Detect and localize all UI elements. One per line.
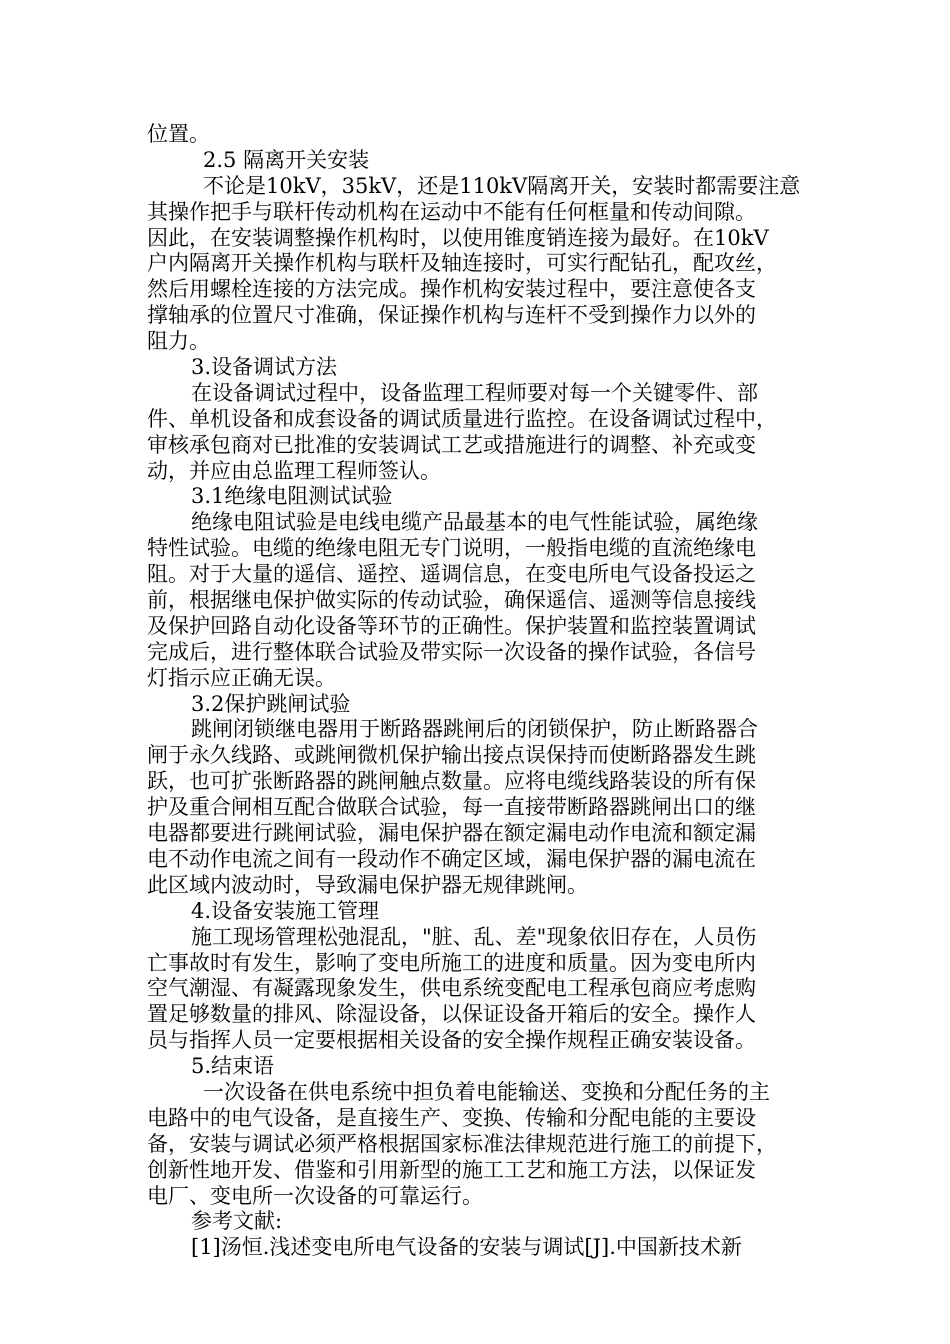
text-line: 3.1绝缘电阻测试试验 xyxy=(191,484,393,509)
text-line: 完成后，进行整体联合试验及带实际一次设备的操作试验，各信号 xyxy=(147,639,756,664)
text-line: 参考文献: xyxy=(191,1209,283,1234)
text-line: [1]汤恒.浅述变电所电气设备的安装与调试[J].中国新技术新 xyxy=(191,1235,742,1260)
text-line: 跃，也可扩张断路器的跳闸触点数量。应将电缆线路装设的所有保 xyxy=(147,769,756,794)
text-line: 其操作把手与联杆传动机构在运动中不能有任何框量和传动间隙。 xyxy=(147,199,756,224)
text-line: 闸于永久线路、或跳闸微机保护输出接点误保持而使断路器发生跳 xyxy=(147,743,756,768)
document-body xyxy=(147,122,803,1261)
text-line: 灯指示应正确无误。 xyxy=(147,665,336,690)
text-line: 创新性地开发、借鉴和引用新型的施工工艺和施工方法，以保证发 xyxy=(147,1157,756,1182)
text-line: 一次设备在供电系统中担负着电能输送、变换和分配任务的主 xyxy=(203,1079,770,1104)
text-line: 空气潮湿、有凝露现象发生，供电系统变配电工程承包商应考虑购 xyxy=(147,976,756,1001)
text-line: 及保护回路自动化设备等环节的正确性。保护装置和监控装置调试 xyxy=(147,613,756,638)
text-line: 跳闸闭锁继电器用于断路器跳闸后的闭锁保护，防止断路器合 xyxy=(191,717,758,742)
text-line: 前，根据继电保护做实际的传动试验，确保遥信、遥测等信息接线 xyxy=(147,588,756,613)
text-line: 阻力。 xyxy=(147,329,210,354)
text-line: 特性试验。电缆的绝缘电阻无专门说明，一般指电缆的直流绝缘电 xyxy=(147,536,756,561)
text-line: 户内隔离开关操作机构与联杆及轴连接时，可实行配钻孔，配攻丝， xyxy=(147,251,777,276)
text-line: 施工现场管理松弛混乱，"脏、乱、差"现象依旧存在，人员伤 xyxy=(191,924,757,949)
text-line: 阻。对于大量的遥信、遥控、遥调信息，在变电所电气设备投运之 xyxy=(147,562,756,587)
text-line: 2.5 隔离开关安装 xyxy=(203,147,370,172)
text-line: 件、单机设备和成套设备的调试质量进行监控。在设备调试过程中， xyxy=(147,406,777,431)
text-line: 护及重合闸相互配合做联合试验，每一直接带断路器跳闸出口的继 xyxy=(147,795,756,820)
text-line: 在设备调试过程中，设备监理工程师要对每一个关键零件、部 xyxy=(191,380,758,405)
text-line: 亡事故时有发生，影响了变电所施工的进度和质量。因为变电所内 xyxy=(147,950,756,975)
text-line: 3.2保护跳闸试验 xyxy=(191,691,351,716)
text-line: 4.设备安装施工管理 xyxy=(191,898,380,923)
text-line: 电路中的电气设备，是直接生产、变换、传输和分配电能的主要设 xyxy=(147,1105,756,1130)
text-line: 位置。 xyxy=(147,122,210,146)
text-line: 电不动作电流之间有一段动作不确定区域，漏电保护器的漏电流在 xyxy=(147,846,756,871)
text-line: 审核承包商对已批准的安装调试工艺或措施进行的调整、补充或变 xyxy=(147,432,756,457)
text-line: 此区域内波动时，导致漏电保护器无规律跳闸。 xyxy=(147,872,588,897)
text-line: 电厂、变电所一次设备的可靠运行。 xyxy=(147,1183,483,1208)
text-line: 3.设备调试方法 xyxy=(191,355,338,380)
text-line: 因此，在安装调整操作机构时，以使用锥度销连接为最好。在10kV xyxy=(147,225,769,250)
text-line: 5.结束语 xyxy=(191,1054,275,1079)
text-line: 然后用螺栓连接的方法完成。操作机构安装过程中，要注意使各支 xyxy=(147,277,756,302)
text-line: 员与指挥人员一定要根据相关设备的安全操作规程正确安装设备。 xyxy=(147,1028,756,1053)
text-line: 电器都要进行跳闸试验，漏电保护器在额定漏电动作电流和额定漏 xyxy=(147,821,756,846)
text-line: 置足够数量的排风、除湿设备，以保证设备开箱后的安全。操作人 xyxy=(147,1002,756,1027)
text-line: 不论是10kV，35kV，还是110kV隔离开关，安装时都需要注意 xyxy=(203,173,801,198)
text-line: 备，安装与调试必须严格根据国家标准法律规范进行施工的前提下， xyxy=(147,1131,777,1156)
text-line: 动，并应由总监理工程师签认。 xyxy=(147,458,441,483)
text-line: 撑轴承的位置尺寸准确，保证操作机构与连杆不受到操作力以外的 xyxy=(147,303,756,328)
text-line: 绝缘电阻试验是电线电缆产品最基本的电气性能试验，属绝缘 xyxy=(191,510,758,535)
